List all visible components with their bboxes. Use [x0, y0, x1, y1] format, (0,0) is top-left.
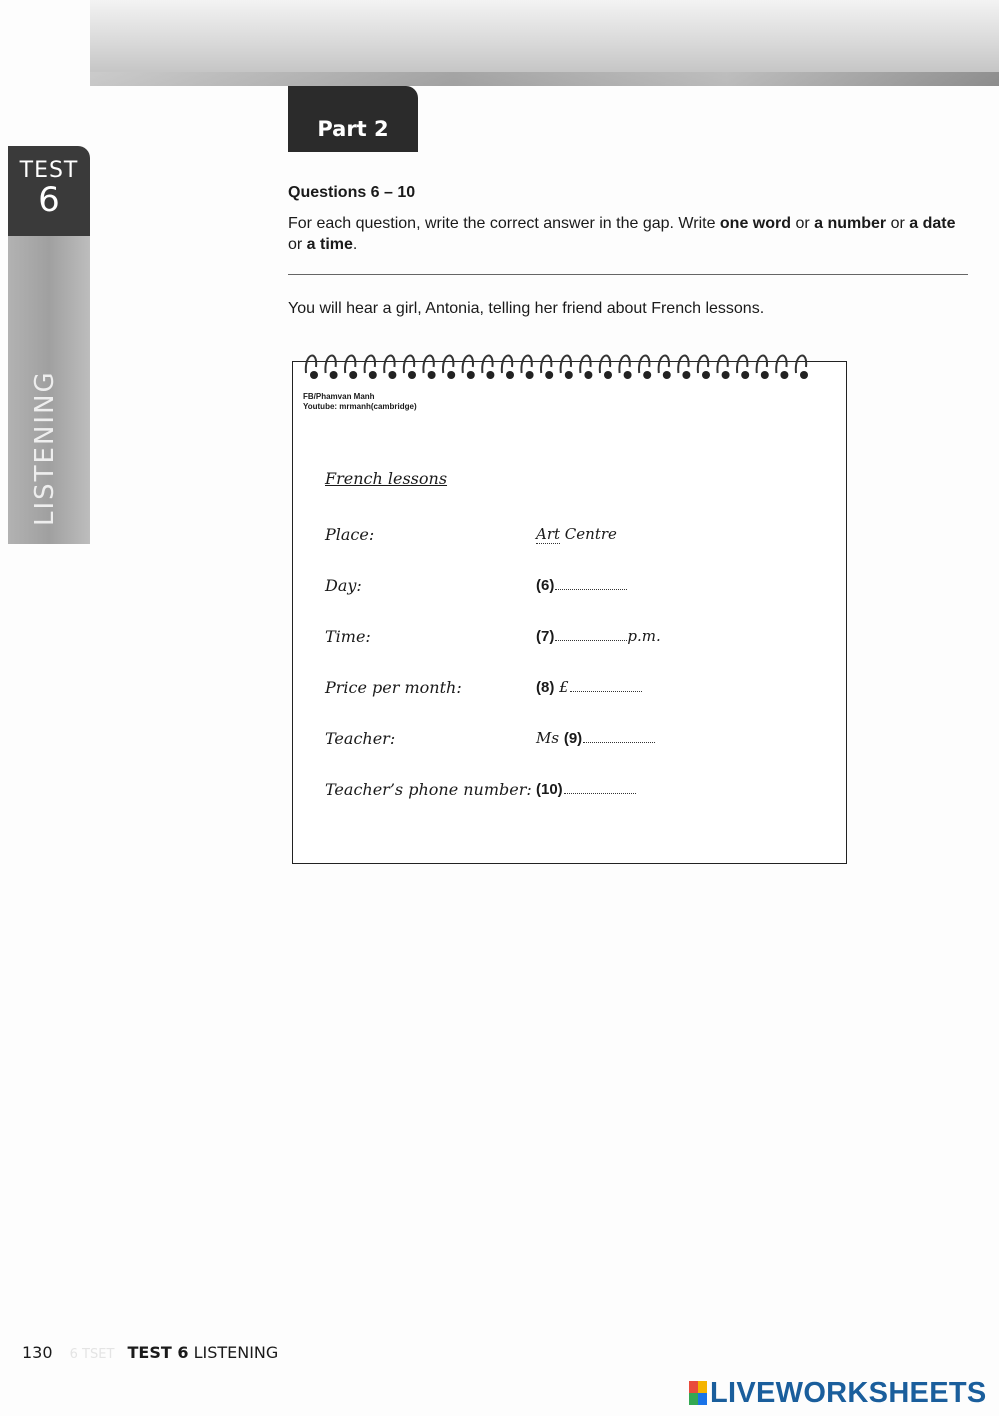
answer-gap-6[interactable] — [555, 589, 627, 590]
row-value — [536, 627, 661, 645]
spiral-coil — [717, 356, 729, 379]
spiral-coil — [757, 356, 769, 379]
spiral-coil — [423, 356, 435, 379]
spiral-coil — [698, 356, 710, 379]
question-number-7: (7) — [536, 628, 555, 645]
instruction-bold-word: one word — [719, 215, 792, 232]
listening-context: You will hear a girl, Antonia, telling her friend about French lessons. — [288, 300, 765, 317]
liveworksheets-logo-icon — [689, 1381, 707, 1405]
row-value — [536, 780, 636, 798]
page-footer — [22, 1343, 278, 1362]
credit — [303, 392, 417, 412]
credit-line-1: FB/Phamvan Manh — [303, 392, 375, 401]
time-suffix: p.m. — [627, 627, 661, 645]
footer-section: LISTENING — [188, 1343, 279, 1362]
answer-gap-9[interactable] — [583, 742, 655, 743]
section-side-band — [8, 236, 90, 544]
question-number-9: (9) — [563, 730, 583, 747]
art-word: Art — [536, 525, 561, 543]
spiral-coil — [384, 356, 396, 379]
test-word: TEST — [19, 158, 79, 183]
spiral-coil — [580, 356, 592, 379]
spiral-coil — [404, 356, 416, 379]
row-label: Teacher: — [325, 729, 396, 748]
centre-word: Centre — [560, 525, 617, 543]
row-value — [536, 678, 642, 696]
instruction-or: or — [886, 215, 910, 232]
footer-test: TEST 6 — [127, 1343, 189, 1362]
spiral-coil — [482, 356, 494, 379]
spiral-coil — [659, 356, 671, 379]
row-label: Place: — [325, 525, 375, 544]
answer-gap-7[interactable] — [555, 640, 627, 641]
instruction-end: . — [352, 236, 358, 253]
instruction-bold-time: a time — [306, 236, 353, 253]
spiral-coil — [365, 356, 377, 379]
notebook-card — [292, 361, 847, 864]
part-tab — [288, 86, 418, 152]
spiral-coil — [541, 356, 553, 379]
answer-gap-8[interactable] — [570, 691, 642, 692]
question-number-6: (6) — [536, 577, 555, 594]
row-value — [536, 576, 627, 594]
spiral-coil — [737, 356, 749, 379]
page-number: 130 — [22, 1343, 53, 1362]
questions-title: Questions 6 – 10 — [288, 184, 416, 201]
spiral-coil — [561, 356, 573, 379]
spiral-coil — [345, 356, 357, 379]
instruction-or: or — [791, 215, 815, 232]
spiral-coil — [796, 356, 808, 379]
row-label: Price per month: — [325, 678, 462, 697]
spiral-coil — [502, 356, 514, 379]
row-value — [536, 525, 617, 543]
notebook-title: French lessons — [325, 469, 448, 488]
instruction-or: or — [288, 236, 307, 253]
show-through-text: 6 TSET — [69, 1347, 115, 1362]
instruction-bold-number: a number — [814, 215, 887, 232]
credit-line-2: Youtube: mrmanh(cambridge) — [303, 402, 417, 411]
spiral-coil — [600, 356, 612, 379]
ms-prefix: Ms — [536, 729, 564, 747]
instructions — [288, 213, 968, 255]
spiral-coil — [463, 356, 475, 379]
pound-sign: £ — [554, 678, 569, 696]
liveworksheets-brand — [689, 1375, 987, 1411]
part-label: Part 2 — [317, 117, 389, 141]
question-number-8: (8) — [536, 679, 555, 696]
spiral-coil — [306, 356, 318, 379]
row-value — [536, 729, 655, 747]
test-number: 6 — [38, 180, 60, 220]
spiral-binding — [303, 347, 833, 383]
top-scan-band — [90, 0, 999, 86]
divider-rule — [288, 274, 968, 275]
row-label: Teacher’s phone number: — [325, 780, 532, 799]
instruction-text: For each question, write the correct answer in the gap. Write — [288, 215, 720, 232]
brand-name: LIVEWORKSHEETS — [710, 1376, 987, 1409]
spiral-coil — [619, 356, 631, 379]
row-label: Time: — [325, 627, 371, 646]
instruction-bold-date: a date — [909, 215, 956, 232]
spiral-coil — [325, 356, 337, 379]
spiral-coil — [639, 356, 651, 379]
section-label: LISTENING — [30, 370, 60, 526]
spiral-coil — [521, 356, 533, 379]
spiral-coil — [678, 356, 690, 379]
question-number-10: (10) — [536, 781, 563, 798]
row-label: Day: — [325, 576, 362, 595]
test-side-tab — [8, 146, 90, 236]
answer-gap-10[interactable] — [564, 793, 636, 794]
spiral-coil — [776, 356, 788, 379]
spiral-coil — [443, 356, 455, 379]
